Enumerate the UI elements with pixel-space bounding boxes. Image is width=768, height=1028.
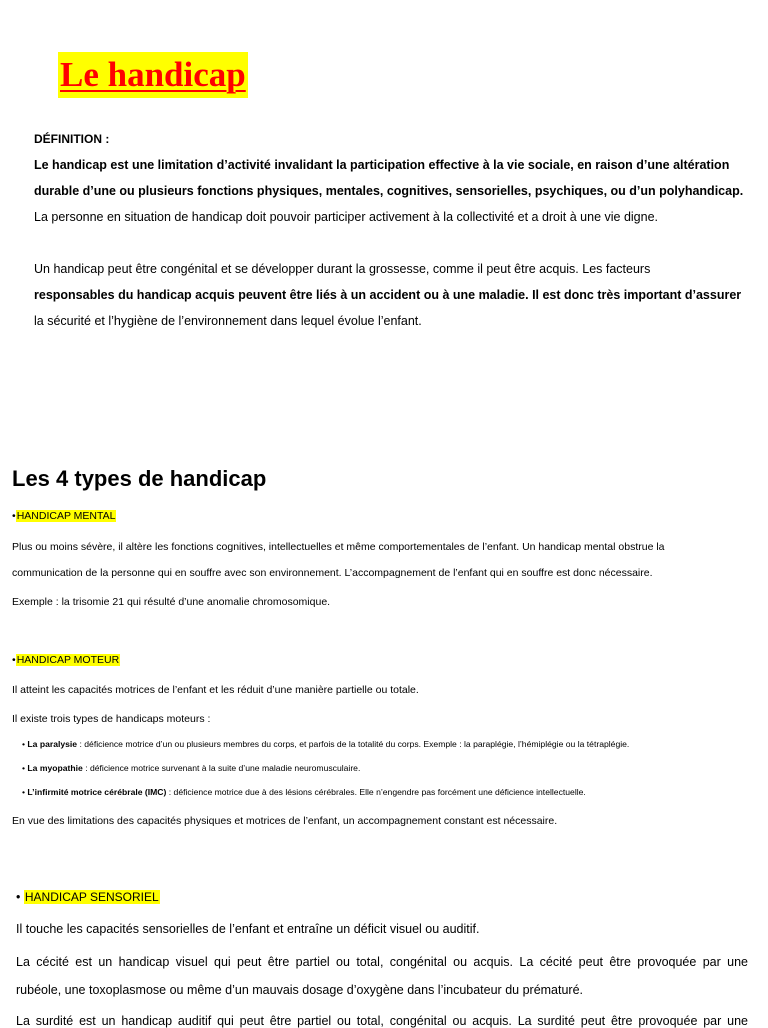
bullet: • — [12, 654, 16, 666]
mental-heading — [12, 510, 116, 522]
moteur-line: Il existe trois types de handicaps moteurs : — [12, 713, 211, 725]
bullet: • — [12, 510, 16, 522]
types-heading: Les 4 types de handicap — [12, 466, 267, 491]
definition-line: durable d’une ou plusieurs fonctions physiques, mentales, cognitives, sensorielles, psychiques, ou d’un polyhandicap. — [34, 184, 744, 198]
bullet: • — [16, 890, 21, 904]
mental-line: Plus ou moins sévère, il altère les fonctions cognitives, intellectuelles et même comportementales de l’enfant. Un handicap mental obstrue la — [12, 541, 665, 553]
moteur-item-text: : déficience motrice survenant à la suite d’une maladie neuromusculaire. — [82, 763, 361, 773]
mental-line: Exemple : la trisomie 21 qui résulté d’une anomalie chromosomique. — [12, 596, 331, 608]
moteur-item-term: La myopathie — [27, 763, 83, 773]
moteur-label: HANDICAP MOTEUR — [16, 654, 120, 666]
sensoriel-label: HANDICAP SENSORIEL — [24, 890, 159, 904]
sensoriel-line: La surdité est un handicap auditif qui peut être partiel ou total, congénital ou acquis. La surdité peut être provoquée par une — [16, 1014, 748, 1028]
moteur-item-text: : déficience motrice due à des lésions cérébrales. Elle n’engendre pas forcément une déficience intellectuelle. — [166, 787, 586, 797]
mental-line: communication de la personne qui en souffre avec son environnement. L’accompagnement de l’enfant qui en souffre est donc nécessaire. — [12, 567, 653, 579]
sensoriel-line: Il touche les capacités sensorielles de l’enfant et entraîne un déficit visuel ou auditif. — [16, 922, 480, 936]
definition-line: Le handicap est une limitation d’activité invalidant la participation effective à la vie sociale, en raison d’une altération — [34, 158, 730, 172]
paragraph-line: Un handicap peut être congénital et se développer durant la grossesse, comme il peut être acquis. Les facteurs — [34, 262, 651, 276]
definition-label: DÉFINITION : — [34, 132, 110, 146]
moteur-heading — [12, 654, 120, 666]
sensoriel-heading — [16, 890, 160, 904]
definition-line: La personne en situation de handicap doit pouvoir participer activement à la collectivité et a droit à une vie digne. — [34, 210, 658, 224]
paragraph-line: responsables du handicap acquis peuvent être liés à un accident ou à une maladie. Il est donc très important d’assurer — [34, 288, 742, 302]
page-title: Le handicap — [58, 52, 248, 98]
paragraph-line: la sécurité et l’hygiène de l’environnement dans lequel évolue l’enfant. — [34, 314, 422, 328]
sensoriel-line: La cécité est un handicap visuel qui peut être partiel ou total, congénital ou acquis. La cécité peut être provoquée par une — [16, 955, 748, 969]
sensoriel-line: rubéole, une toxoplasmose ou même d’un mauvais dosage d’oxygène dans l’incubateur du prématuré. — [16, 983, 584, 997]
moteur-item-term: L’infirmité motrice cérébrale (IMC) — [27, 787, 167, 797]
mental-label: HANDICAP MENTAL — [16, 510, 116, 522]
moteur-item: • La paralysie : déficience motrice d’un ou plusieurs membres du corps, et parfois de la totalité du corps. Exemple : la paraplégie, l’hémiplégie ou la tétraplégie. — [22, 739, 630, 749]
moteur-item-text: : déficience motrice d’un ou plusieurs membres du corps, et parfois de la totalité du corps. Exemple : la paraplégie, l’hémiplégie ou la tétraplégie. — [77, 739, 630, 749]
moteur-item-term: La paralysie — [27, 739, 78, 749]
moteur-conclusion: En vue des limitations des capacités physiques et motrices de l’enfant, un accompagnement constant est nécessaire. — [12, 815, 558, 827]
moteur-item: • L’infirmité motrice cérébrale (IMC) : déficience motrice due à des lésions cérébrales. Elle n’engendre pas forcément une déficience intellectuelle. — [22, 787, 586, 797]
moteur-line: Il atteint les capacités motrices de l’enfant et les réduit d’une manière partielle ou totale. — [12, 684, 419, 696]
moteur-item: • La myopathie : déficience motrice survenant à la suite d’une maladie neuromusculaire. — [22, 763, 361, 773]
